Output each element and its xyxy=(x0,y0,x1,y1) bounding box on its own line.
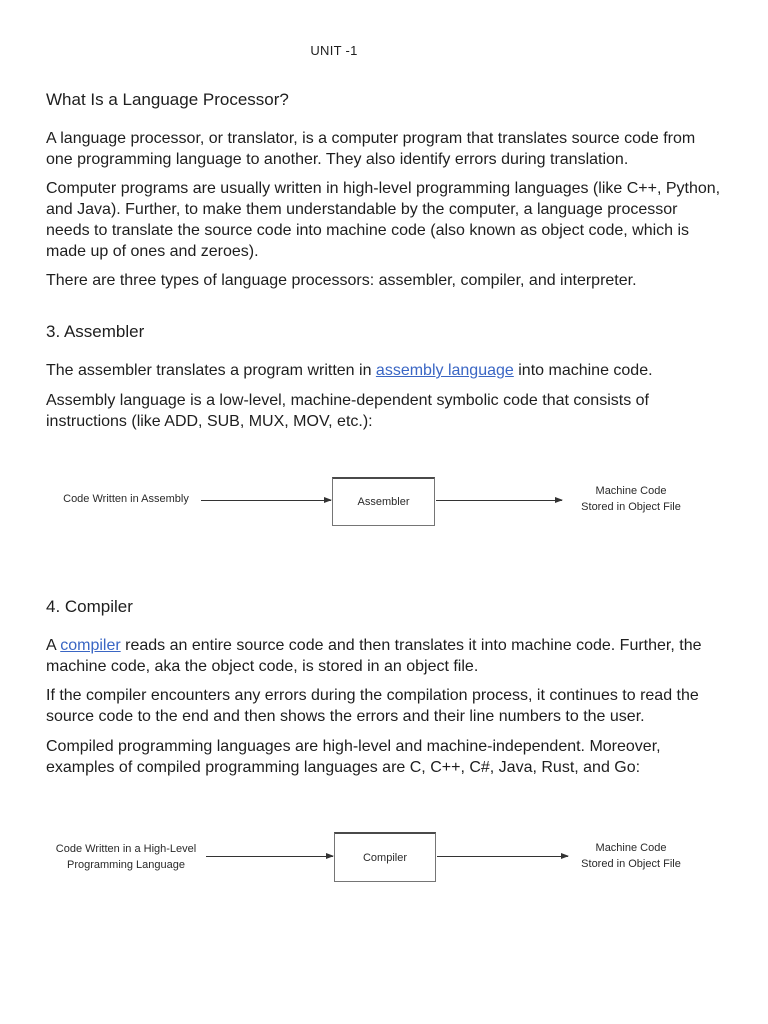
compiler-p1-after: reads an entire source code and then translates it into machine code. Further, the machine code, aka the object code, is stored in an object file. xyxy=(46,637,702,675)
compiler-section-heading: 4. Compiler xyxy=(46,597,133,616)
arrow-right-icon xyxy=(437,856,568,857)
compiler-p1-before: A xyxy=(46,637,61,654)
assembler-p1-after: into machine code. xyxy=(513,362,653,379)
compiler-flow-diagram xyxy=(46,829,722,887)
assembler-process-box xyxy=(332,477,435,526)
assembler-flow-diagram xyxy=(46,474,722,530)
assembly-language-link[interactable]: assembly language xyxy=(375,362,514,379)
compiler-link[interactable]: compiler xyxy=(60,637,121,654)
output-label-line1: Machine Code xyxy=(595,485,667,497)
output-label-line2: Stored in Object File xyxy=(581,858,681,870)
doc-title: What Is a Language Processor? xyxy=(46,90,289,109)
diagram-input-label: Code Written in Assembly xyxy=(63,493,189,505)
diagram-input-label xyxy=(51,841,201,873)
compiler-process-box xyxy=(334,832,436,882)
input-label-line2: Programming Language xyxy=(66,859,186,871)
arrow-right-icon xyxy=(201,500,331,501)
assembler-paragraph-1 xyxy=(46,360,722,381)
diagram-output-label xyxy=(571,483,691,515)
arrow-right-icon xyxy=(436,500,562,501)
process-box-label: Assembler xyxy=(357,496,410,508)
diagram-output-label xyxy=(571,840,691,872)
arrow-right-icon xyxy=(206,856,333,857)
output-label-line1: Machine Code xyxy=(595,842,667,854)
assembler-section-heading: 3. Assembler xyxy=(46,322,145,341)
compiler-paragraph-2: If the compiler encounters any errors during the compilation process, it continues to read the source code to the end and then shows the errors and their line numbers to the user. xyxy=(46,687,699,725)
compiler-paragraph-3: Compiled programming languages are high-level and machine-independent. Moreover, examples of compiled programming languages are C, C++, C#, Java, Rust, and Go: xyxy=(46,738,661,776)
intro-paragraph-3: There are three types of language processors: assembler, compiler, and interpreter. xyxy=(46,272,637,289)
input-label-line1: Code Written in a High-Level xyxy=(55,843,197,855)
page-header: UNIT -1 xyxy=(310,43,358,58)
compiler-paragraph-1 xyxy=(46,635,722,677)
assembler-p1-before: The assembler translates a program written in xyxy=(46,362,376,379)
process-box-label: Compiler xyxy=(362,851,407,864)
assembler-paragraph-2: Assembly language is a low-level, machine-dependent symbolic code that consists of instructions (like ADD, SUB, MUX, MOV, etc.): xyxy=(46,392,649,430)
output-label-line2: Stored in Object File xyxy=(581,501,681,513)
intro-paragraph-2: Computer programs are usually written in high-level programming languages (like C++, Python, and Java). Further, to make them understandable by the computer, a language processor needs to translate the source code into machine code (also known as object code, which is made up of ones and zeroes). xyxy=(46,180,721,260)
intro-paragraph-1: A language processor, or translator, is a computer program that translates source code from one programming language to another. They also identify errors during translation. xyxy=(46,130,696,168)
